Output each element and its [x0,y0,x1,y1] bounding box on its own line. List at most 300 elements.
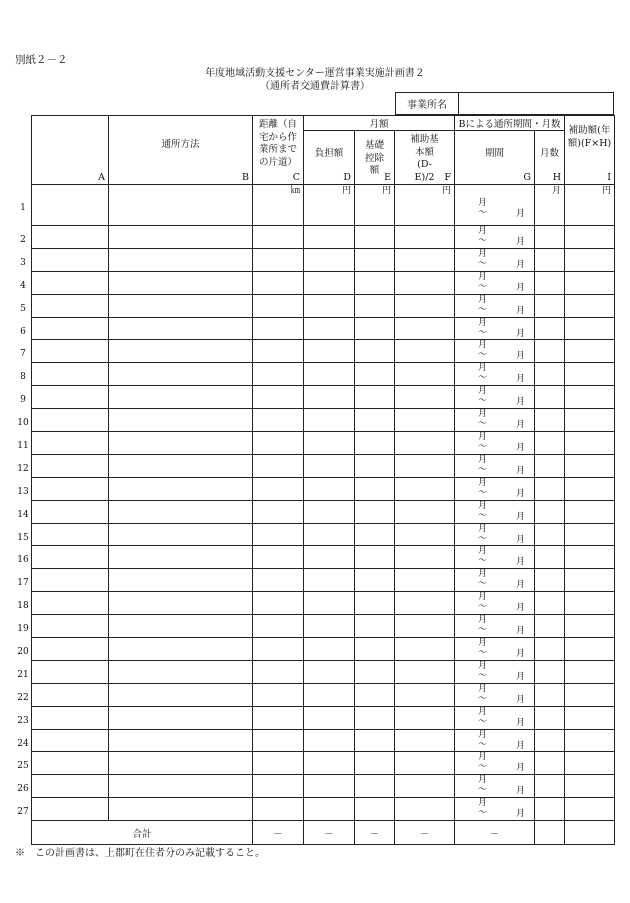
cell-e[interactable] [355,317,395,340]
cell-e[interactable] [355,500,395,523]
cell-d[interactable] [304,363,355,386]
cell-g-period[interactable] [455,706,535,729]
cell-h[interactable] [535,500,565,523]
cell-a[interactable] [32,386,109,409]
cell-i[interactable] [565,248,615,271]
cell-b[interactable] [109,729,253,752]
cell-g-period[interactable] [455,363,535,386]
cell-h[interactable] [535,683,565,706]
cell-h[interactable] [535,409,565,432]
cell-i[interactable] [565,317,615,340]
cell-h[interactable] [535,523,565,546]
row-number: 18 [17,601,29,612]
cell-g-period[interactable] [455,638,535,661]
cell-d[interactable] [304,477,355,500]
cell-g-period[interactable] [455,477,535,500]
cell-b[interactable] [109,432,253,455]
cell-g-period[interactable] [455,798,535,821]
cell-i[interactable] [565,340,615,363]
cell-e[interactable] [355,248,395,271]
table-row [32,569,615,592]
cell-b[interactable] [109,683,253,706]
cell-e[interactable] [355,386,395,409]
table-row [32,775,615,798]
cell-c[interactable] [253,615,304,638]
cell-f[interactable] [395,477,455,500]
cell-h[interactable] [535,294,565,317]
cell-d[interactable] [304,569,355,592]
cell-b[interactable] [109,660,253,683]
cell-i[interactable] [565,271,615,294]
cell-c[interactable] [253,294,304,317]
cell-e[interactable] [355,752,395,775]
cell-d[interactable] [304,454,355,477]
cell-c[interactable] [253,752,304,775]
table-row [32,798,615,821]
cell-b[interactable] [109,546,253,569]
cell-e[interactable] [355,569,395,592]
cell-a[interactable] [32,271,109,294]
cell-i[interactable] [565,226,615,249]
cell-f[interactable] [395,660,455,683]
cell-f[interactable] [395,317,455,340]
cell-h[interactable] [535,546,565,569]
cell-i[interactable] [565,454,615,477]
row-number: 2 [20,234,26,245]
cell-a[interactable] [32,638,109,661]
period-tilde: ～ [478,396,488,407]
cell-d[interactable] [304,752,355,775]
cell-i[interactable] [565,729,615,752]
cell-h[interactable] [535,706,565,729]
cell-h[interactable] [535,752,565,775]
cell-i[interactable] [565,185,615,226]
period-end-month: 月 [516,397,526,408]
cell-b[interactable] [109,569,253,592]
cell-e[interactable] [355,477,395,500]
cell-c[interactable] [253,592,304,615]
cell-f[interactable] [395,500,455,523]
period-start-month: 月 [478,454,488,465]
cell-a[interactable] [32,569,109,592]
table-row [32,546,615,569]
period-start-month: 月 [478,340,488,351]
table-row [32,477,615,500]
total-i[interactable] [565,821,615,845]
cell-d[interactable] [304,546,355,569]
cell-d[interactable] [304,615,355,638]
cell-g-period[interactable] [455,775,535,798]
cell-a[interactable] [32,363,109,386]
cell-d[interactable] [304,271,355,294]
cell-b[interactable] [109,248,253,271]
cell-i[interactable] [565,363,615,386]
cell-d[interactable] [304,592,355,615]
col-h-label: 月数 [540,148,560,159]
cell-b[interactable] [109,798,253,821]
cell-f[interactable] [395,683,455,706]
cell-c[interactable] [253,185,304,226]
cell-g-period[interactable] [455,660,535,683]
cell-f[interactable] [395,798,455,821]
header-group-period: Bによる通所期間・月数 [455,116,565,131]
cell-d[interactable] [304,500,355,523]
cell-a[interactable] [32,454,109,477]
cell-c[interactable] [253,660,304,683]
cell-i[interactable] [565,660,615,683]
cell-a[interactable] [32,615,109,638]
cell-f[interactable] [395,752,455,775]
row-number: 20 [17,646,29,657]
col-e-label: 基礎控除額 [364,140,384,176]
period-end-month: 月 [516,557,526,568]
cell-e[interactable] [355,185,395,226]
cell-h[interactable] [535,363,565,386]
period-end-month: 月 [516,443,526,454]
cell-b[interactable] [109,340,253,363]
cell-h[interactable] [535,638,565,661]
cell-h[interactable] [535,226,565,249]
period-start-month: 月 [478,615,488,626]
cell-e[interactable] [355,454,395,477]
cell-h[interactable] [535,271,565,294]
col-g-letter: G [523,172,531,183]
cell-d[interactable] [304,226,355,249]
cell-d[interactable] [304,798,355,821]
cell-a[interactable] [32,432,109,455]
cell-d[interactable] [304,432,355,455]
col-i-letter: I [607,172,612,183]
col-d-label: 負担額 [314,148,344,159]
cell-g-period[interactable] [455,523,535,546]
cell-i[interactable] [565,569,615,592]
office-name-field[interactable] [459,93,613,114]
cell-a[interactable] [32,248,109,271]
cell-a[interactable] [32,477,109,500]
cell-g-period[interactable] [455,454,535,477]
cell-b[interactable] [109,615,253,638]
cell-c[interactable] [253,432,304,455]
cell-h[interactable] [535,454,565,477]
cell-b[interactable] [109,185,253,226]
cell-c[interactable] [253,775,304,798]
period-start-month: 月 [478,592,488,603]
cell-f[interactable] [395,363,455,386]
cell-c[interactable] [253,340,304,363]
cell-f[interactable] [395,409,455,432]
cell-e[interactable] [355,546,395,569]
period-tilde: ～ [478,208,488,218]
cell-g-period[interactable] [455,386,535,409]
cell-f[interactable] [395,729,455,752]
cell-g-period[interactable] [455,752,535,775]
cell-g-period[interactable] [455,248,535,271]
cell-f[interactable] [395,615,455,638]
cell-e[interactable] [355,615,395,638]
cell-e[interactable] [355,226,395,249]
cell-f[interactable] [395,592,455,615]
cell-f[interactable] [395,546,455,569]
cell-d[interactable] [304,660,355,683]
cell-a[interactable] [32,775,109,798]
cell-b[interactable] [109,363,253,386]
period-start-month: 月 [478,198,488,208]
cell-i[interactable] [565,775,615,798]
cell-b[interactable] [109,706,253,729]
row-number: 26 [17,784,29,795]
cell-c[interactable] [253,454,304,477]
period-start-month: 月 [478,248,488,259]
cell-f[interactable] [395,638,455,661]
cell-h[interactable] [535,432,565,455]
cell-g-period[interactable] [455,294,535,317]
cell-e[interactable] [355,592,395,615]
cell-g-period[interactable] [455,409,535,432]
cell-c[interactable] [253,317,304,340]
cell-b[interactable] [109,638,253,661]
cell-f[interactable] [395,340,455,363]
row-number: 16 [17,555,29,566]
cell-h[interactable] [535,317,565,340]
period-tilde: ～ [478,236,488,246]
period-start-month: 月 [478,500,488,511]
cell-g-period[interactable] [455,546,535,569]
cell-b[interactable] [109,523,253,546]
cell-a[interactable] [32,294,109,317]
cell-g-period[interactable] [455,271,535,294]
cell-d[interactable] [304,729,355,752]
cell-d[interactable] [304,185,355,226]
cell-h[interactable] [535,775,565,798]
table-row [32,363,615,386]
period-tilde: ～ [478,808,488,819]
cell-f[interactable] [395,185,455,226]
cell-g-period[interactable] [455,185,535,226]
cell-a[interactable] [32,592,109,615]
cell-h[interactable] [535,477,565,500]
cell-c[interactable] [253,409,304,432]
cell-d[interactable] [304,638,355,661]
cell-g-period[interactable] [455,317,535,340]
cell-c[interactable] [253,569,304,592]
cell-i[interactable] [565,432,615,455]
cell-e[interactable] [355,340,395,363]
cell-i[interactable] [565,683,615,706]
cell-d[interactable] [304,775,355,798]
cell-e[interactable] [355,432,395,455]
cell-d[interactable] [304,340,355,363]
cell-d[interactable] [304,683,355,706]
cell-f[interactable] [395,226,455,249]
unit-yen: 円 [602,186,612,196]
table-row [32,638,615,661]
cell-e[interactable] [355,294,395,317]
cell-c[interactable] [253,638,304,661]
table-row [32,706,615,729]
cell-f[interactable] [395,523,455,546]
cell-e[interactable] [355,409,395,432]
cell-d[interactable] [304,409,355,432]
period-tilde: ～ [478,419,488,430]
cell-b[interactable] [109,500,253,523]
table-row [32,523,615,546]
cell-b[interactable] [109,454,253,477]
cell-i[interactable] [565,752,615,775]
cell-f[interactable] [395,706,455,729]
cell-g-period[interactable] [455,569,535,592]
footnote: ※ この計画書は、上郡町在住者分のみ記載すること。 [15,848,265,859]
cell-i[interactable] [565,546,615,569]
cell-c[interactable] [253,248,304,271]
cell-i[interactable] [565,615,615,638]
cell-i[interactable] [565,409,615,432]
cell-d[interactable] [304,386,355,409]
cell-c[interactable] [253,271,304,294]
cell-h[interactable] [535,386,565,409]
total-h[interactable] [535,821,565,845]
cell-d[interactable] [304,294,355,317]
cell-b[interactable] [109,752,253,775]
period-end-month: 月 [516,671,526,682]
cell-a[interactable] [32,729,109,752]
total-label: 合計 [32,821,253,845]
cell-a[interactable] [32,340,109,363]
cell-a[interactable] [32,523,109,546]
cell-c[interactable] [253,683,304,706]
cell-h[interactable] [535,340,565,363]
cell-a[interactable] [32,546,109,569]
cell-f[interactable] [395,775,455,798]
period-tilde: ～ [478,350,488,361]
cell-g-period[interactable] [455,226,535,249]
period-tilde: ～ [478,533,488,544]
cell-g-period[interactable] [455,432,535,455]
total-g: － [455,821,535,845]
cell-i[interactable] [565,523,615,546]
cell-c[interactable] [253,706,304,729]
cell-c[interactable] [253,729,304,752]
cell-b[interactable] [109,226,253,249]
cell-i[interactable] [565,592,615,615]
cell-a[interactable] [32,798,109,821]
cell-h[interactable] [535,569,565,592]
cell-f[interactable] [395,569,455,592]
cell-i[interactable] [565,386,615,409]
cell-f[interactable] [395,454,455,477]
cell-b[interactable] [109,592,253,615]
table-row [32,317,615,340]
total-d: － [304,821,355,845]
cell-i[interactable] [565,706,615,729]
cell-a[interactable] [32,317,109,340]
cell-g-period[interactable] [455,615,535,638]
cell-g-period[interactable] [455,729,535,752]
cell-e[interactable] [355,660,395,683]
cell-b[interactable] [109,409,253,432]
period-start-month: 月 [478,386,488,397]
cell-a[interactable] [32,752,109,775]
cell-b[interactable] [109,294,253,317]
cell-i[interactable] [565,294,615,317]
unit-yen: 円 [341,186,351,196]
cell-g-period[interactable] [455,592,535,615]
cell-h[interactable] [535,248,565,271]
cell-i[interactable] [565,500,615,523]
cell-b[interactable] [109,386,253,409]
cell-b[interactable] [109,477,253,500]
col-c-letter: C [292,172,300,183]
cell-f[interactable] [395,386,455,409]
cell-a[interactable] [32,409,109,432]
cell-c[interactable] [253,523,304,546]
cell-e[interactable] [355,706,395,729]
cell-a[interactable] [32,226,109,249]
row-number: 22 [17,692,29,703]
cell-c[interactable] [253,226,304,249]
cell-e[interactable] [355,363,395,386]
cell-a[interactable] [32,683,109,706]
cell-h[interactable] [535,660,565,683]
cell-a[interactable] [32,185,109,226]
cell-f[interactable] [395,294,455,317]
cell-a[interactable] [32,706,109,729]
cell-c[interactable] [253,546,304,569]
header-col-c [253,116,304,185]
row-number: 14 [17,509,29,520]
cell-h[interactable] [535,729,565,752]
cell-e[interactable] [355,638,395,661]
cell-c[interactable] [253,798,304,821]
cell-f[interactable] [395,271,455,294]
cell-d[interactable] [304,706,355,729]
period-end-month: 月 [516,488,526,499]
cell-c[interactable] [253,363,304,386]
cell-e[interactable] [355,775,395,798]
cell-b[interactable] [109,775,253,798]
cell-e[interactable] [355,729,395,752]
cell-i[interactable] [565,798,615,821]
cell-g-period[interactable] [455,340,535,363]
cell-g-period[interactable] [455,683,535,706]
row-number: 6 [20,326,26,337]
cell-d[interactable] [304,317,355,340]
cell-a[interactable] [32,660,109,683]
cell-e[interactable] [355,798,395,821]
cell-i[interactable] [565,638,615,661]
cell-e[interactable] [355,683,395,706]
period-end-month: 月 [516,649,526,660]
cell-d[interactable] [304,248,355,271]
cell-h[interactable] [535,615,565,638]
cell-c[interactable] [253,477,304,500]
cell-f[interactable] [395,432,455,455]
cell-d[interactable] [304,523,355,546]
period-end-month: 月 [516,740,526,751]
cell-e[interactable] [355,523,395,546]
cell-h[interactable] [535,592,565,615]
cell-h[interactable] [535,185,565,226]
cell-c[interactable] [253,500,304,523]
cell-f[interactable] [395,248,455,271]
cell-c[interactable] [253,386,304,409]
cell-a[interactable] [32,500,109,523]
cell-e[interactable] [355,271,395,294]
cell-b[interactable] [109,271,253,294]
cell-b[interactable] [109,317,253,340]
cell-g-period[interactable] [455,500,535,523]
cell-h[interactable] [535,798,565,821]
cell-i[interactable] [565,477,615,500]
